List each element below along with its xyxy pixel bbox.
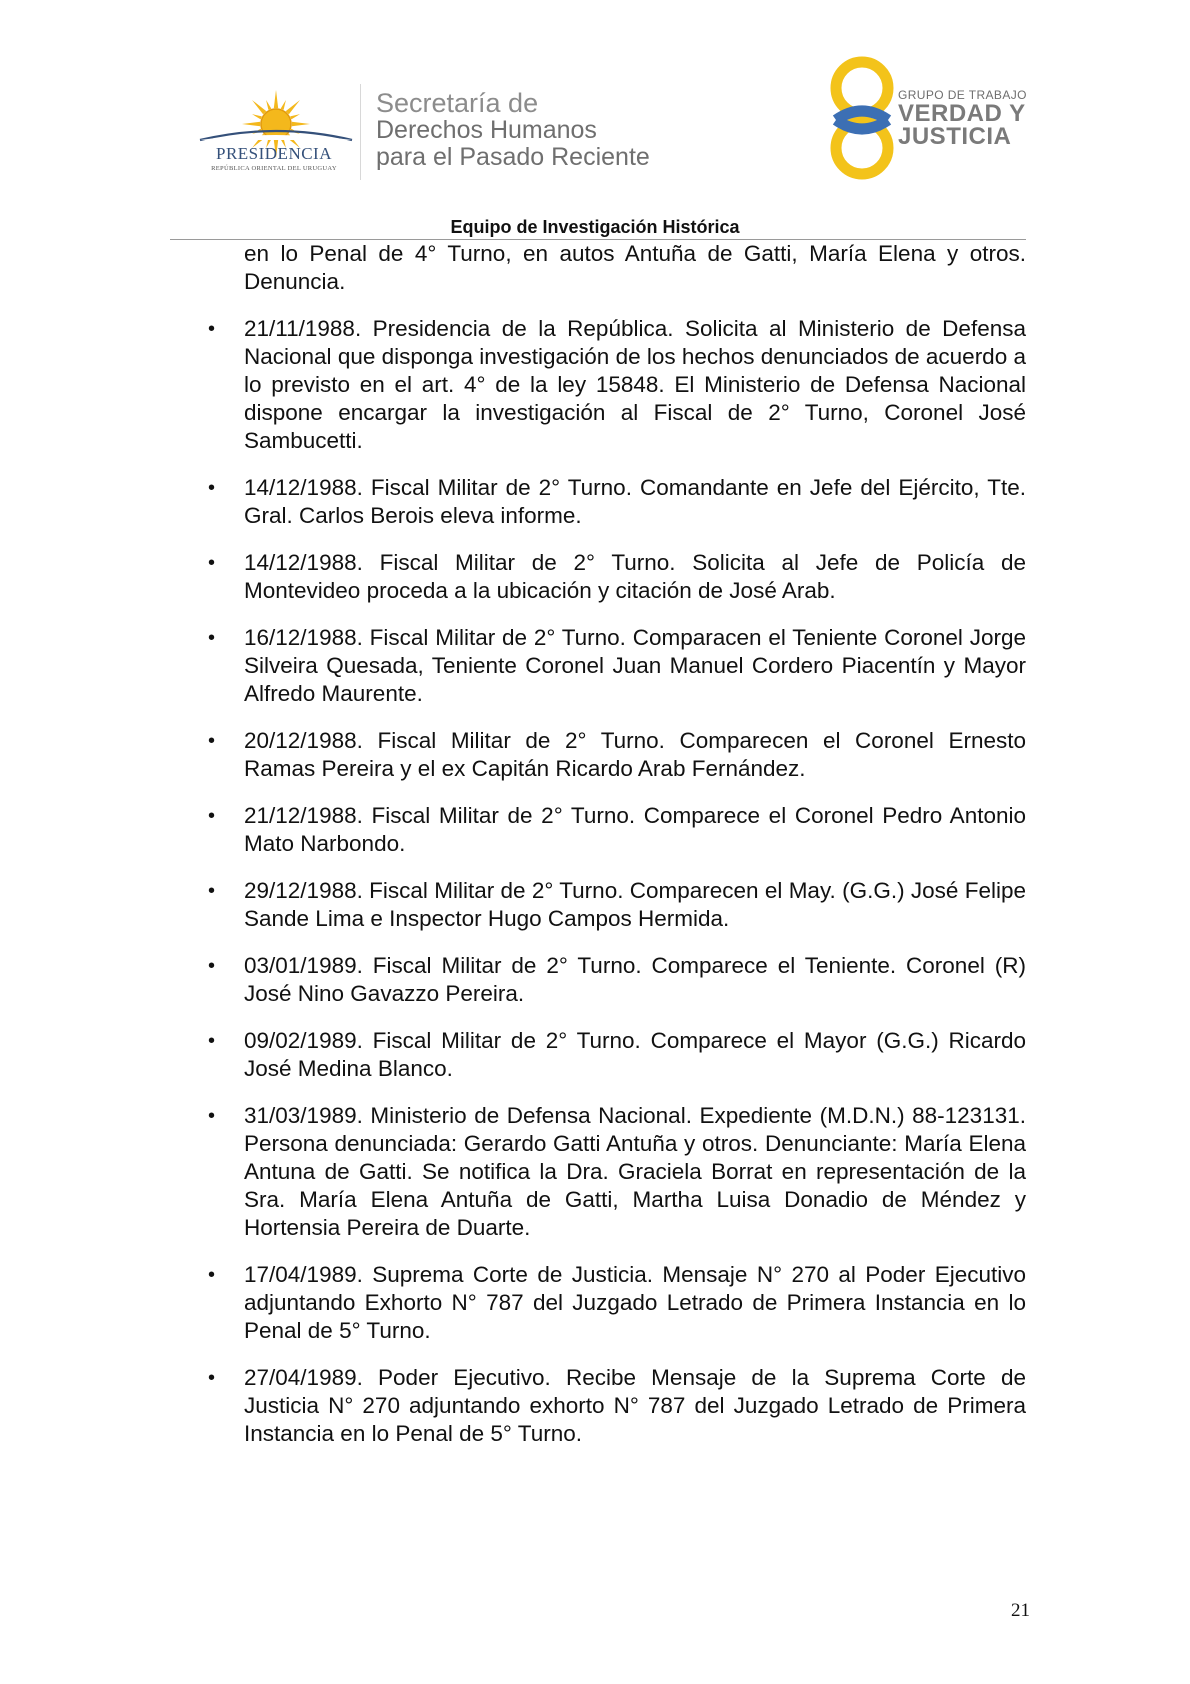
verdad-justicia-text xyxy=(898,88,1027,148)
entry-text: 20/12/1988. Fiscal Militar de 2° Turno. Comparecen el Coronel Ernesto Ramas Pereira y el ex Capitán Ricardo Arab Fernández. xyxy=(244,728,1026,781)
bullet: • xyxy=(208,477,216,499)
list-item xyxy=(208,952,1026,1008)
entry-text: 14/12/1988. Fiscal Militar de 2° Turno. Solicita al Jefe de Policía de Montevideo proceda a la ubicación y citación de José Arab. xyxy=(244,550,1026,603)
secretaria-line-1: Secretaría de xyxy=(376,88,539,118)
entry-text: 03/01/1989. Fiscal Militar de 2° Turno. Comparece el Teniente. Coronel (R) José Nino Gavazzo Pereira. xyxy=(244,953,1026,1006)
entry-text: 21/11/1988. Presidencia de la República. Solicita al Ministerio de Defensa Nacional que disponga investigación de los hechos denunciados de acuerdo a lo previsto en el art. 4° de la ley 15848. El Ministerio de Defensa Nacional dispone encargar la investigación al Fiscal de 2° Turno, Coronel José Sambucetti. xyxy=(244,316,1026,453)
list-item xyxy=(208,802,1026,858)
sun-ray xyxy=(281,100,286,110)
list-item xyxy=(208,1102,1026,1242)
sun-ray xyxy=(242,122,260,126)
sun-ray xyxy=(274,90,278,108)
entry-text: 21/12/1988. Fiscal Militar de 2° Turno. Comparece el Coronel Pedro Antonio Mato Narbondo. xyxy=(244,803,1026,856)
document-body xyxy=(208,240,1026,1467)
presidencia-subtitle: REPÚBLICA ORIENTAL DEL URUGUAY xyxy=(211,165,337,172)
sun-ray xyxy=(266,100,271,110)
sun-ray xyxy=(252,114,262,119)
secretaria-line-2: Derechos Humanos xyxy=(376,116,597,144)
entry-text: 29/12/1988. Fiscal Militar de 2° Turno. Comparecen el May. (G.G.) José Felipe Sande Lima e Inspector Hugo Campos Hermida. xyxy=(244,878,1026,931)
list-item xyxy=(208,1364,1026,1448)
entry-text: 27/04/1989. Poder Ejecutivo. Recibe Mensaje de la Suprema Corte de Justicia N° 270 adjuntando exhorto N° 787 del Juzgado Letrado de Primera Instancia en lo Penal de 5° Turno. xyxy=(244,1365,1026,1446)
header-separator xyxy=(360,84,361,180)
page-number: 21 xyxy=(1011,1600,1030,1621)
vj-line-1: GRUPO DE TRABAJO xyxy=(898,88,1027,102)
bullet: • xyxy=(208,552,216,574)
bullet: • xyxy=(208,1105,216,1127)
list-item xyxy=(208,1027,1026,1083)
bullet: • xyxy=(208,955,216,977)
list-item xyxy=(208,549,1026,605)
department-title: Equipo de Investigación Histórica xyxy=(450,217,740,237)
sun-ray xyxy=(290,114,300,119)
entry-text: 16/12/1988. Fiscal Militar de 2° Turno. Comparacen el Teniente Coronel Jorge Silveira Quesada, Teniente Coronel Juan Manuel Cordero Piacentín y Mayor Alfredo Maurente. xyxy=(244,625,1026,706)
secretaria-line-3: para el Pasado Reciente xyxy=(376,143,650,171)
list-item xyxy=(208,1261,1026,1345)
bullet: • xyxy=(208,318,216,340)
bullet: • xyxy=(208,805,216,827)
entry-text: 14/12/1988. Fiscal Militar de 2° Turno. Comandante en Jefe del Ejército, Tte. Gral. Carlos Berois eleva informe. xyxy=(244,475,1026,528)
presidencia-label: PRESIDENCIA xyxy=(215,144,332,163)
bullet: • xyxy=(208,880,216,902)
list-item xyxy=(208,727,1026,783)
vj-line-3: JUSTICIA xyxy=(898,123,1012,150)
bullet: • xyxy=(208,1264,216,1286)
sun-ray xyxy=(292,122,310,126)
list-item xyxy=(208,474,1026,530)
sun-ray xyxy=(252,100,266,114)
bullet: • xyxy=(208,730,216,752)
page-header xyxy=(0,0,1190,240)
entry-text: 09/02/1989. Fiscal Militar de 2° Turno. Comparece el Mayor (G.G.) Ricardo José Medina Blanco. xyxy=(244,1028,1026,1081)
entry-text: 17/04/1989. Suprema Corte de Justicia. Mensaje N° 270 al Poder Ejecutivo adjuntando Exhorto N° 787 del Juzgado Letrado de Primera Instancia en lo Penal de 5° Turno. xyxy=(244,1262,1026,1343)
intro-paragraph: en lo Penal de 4° Turno, en autos Antuña de Gatti, María Elena y otros. Denuncia. xyxy=(244,241,1026,294)
list-item xyxy=(208,877,1026,933)
list-item xyxy=(208,624,1026,708)
bullet: • xyxy=(208,627,216,649)
chronology-list xyxy=(208,315,1026,1448)
bullet: • xyxy=(208,1367,216,1389)
entry-text: 31/03/1989. Ministerio de Defensa Nacional. Expediente (M.D.N.) 88-123131. Persona denunciada: Gerardo Gatti Antuña y otros. Denunciante: María Elena Antuna de Gatti. Se notifica la Dra. Graciela Borrat en representación de la Sra. María Elena Antuña de Gatti, Martha Luisa Donadio de Méndez y Hortensia Pereira de Duarte. xyxy=(244,1103,1026,1240)
list-item xyxy=(208,315,1026,455)
vj-line-2: VERDAD Y xyxy=(898,100,1026,127)
secretaria-logo-text xyxy=(376,90,650,171)
sun-ray xyxy=(286,100,300,114)
bullet: • xyxy=(208,1030,216,1052)
verdad-justicia-rings-logo xyxy=(822,54,902,182)
